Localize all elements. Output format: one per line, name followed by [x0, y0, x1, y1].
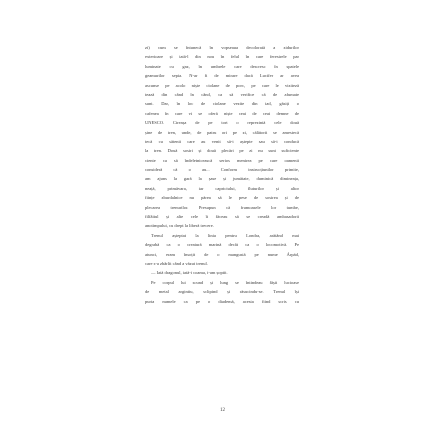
text-line: anotimpului, cu drept la liberă trecere.: [145, 223, 214, 229]
text-line: ascunse pe acolo niște ciolane de porc, pe care le viziteză: [145, 82, 299, 88]
text-line: — Iată dragonul, iată-i coama, i-am șoptit.: [151, 270, 228, 276]
text-line: filfâitul și alte cele îi făceau să se creadă ambasadorii: [145, 214, 299, 220]
text-line: de metal argintiu, sclipind și răsucindu-se. Trenul își: [145, 289, 299, 295]
text-line: cafenea în care vi se oferă niște ceai de ceai demne de: [145, 110, 299, 116]
text-line: plecarea trenurilor. Presupun că frumoasele lor tumbe,: [145, 204, 299, 210]
page-number: 12: [220, 408, 225, 413]
text-line: ciente ca să îndeletnicească serios menirea pe care oamenii: [145, 157, 299, 163]
text-line: Pe corpul lui scund și lung se întindeau fâșii lucioase: [151, 279, 299, 285]
body-text: [145, 43, 299, 306]
text-line: zi) cum se întunecă în vopseaua decolorată a zidurilor: [145, 45, 299, 50]
text-line: atunci, eram însoțit de o mangustă pe nume Árpád,: [145, 251, 299, 257]
text-line: UNESCO. Cireașa de pe tort o reprezintă cele două: [145, 120, 299, 126]
text-line: care s-a zbârlit când a văzut trenul.: [145, 260, 208, 266]
text-line: ființe zburdalnice nu părea să le pese de sosirea și de: [145, 195, 299, 201]
text-line: purta numele ca pe o diademă, acesta fiind scris cu: [145, 298, 299, 304]
text-line: tecă cu sătenii care au venit să-i aștepte sau să-i conducă: [145, 138, 299, 144]
text-line: degrabă ca o creatură marină decât ca o locomotivă. Pe: [145, 242, 299, 248]
text-line: la tren. Două sosiri și două plecări pe zi nu sunt suficiente: [145, 148, 299, 154]
text-line: luminate cu gaz, în umbrele care descresc în spatele: [145, 63, 299, 69]
text-line: consideră că o au... Conform instrucțiunilor primite,: [145, 167, 299, 173]
text-line: șine de tren, unde, de patru ori pe zi, călătorii se amestecă: [145, 129, 299, 135]
text-line: am ajuns la gară la șase și jumătate, duminică dimineața,: [145, 176, 299, 182]
text-line: geamurilor sepia. N-ar fi de mirare dacă Lucifer ar avea: [145, 73, 299, 79]
text-line: tează din când în când, ca să verifice că de afumate: [145, 91, 299, 97]
text-line: exterioare și iată-l din nou în felul în care ferestrele par: [145, 54, 299, 60]
text-line: sunt. Dar, în loc de ciolane vezite din iad, găsiți o: [145, 101, 299, 107]
text-line: Trenul așteptat la linia pentru Londra, arătând mai: [151, 232, 299, 238]
text-line: neață, primăvara, iar capriciului, fluturilor și altor: [145, 185, 299, 191]
